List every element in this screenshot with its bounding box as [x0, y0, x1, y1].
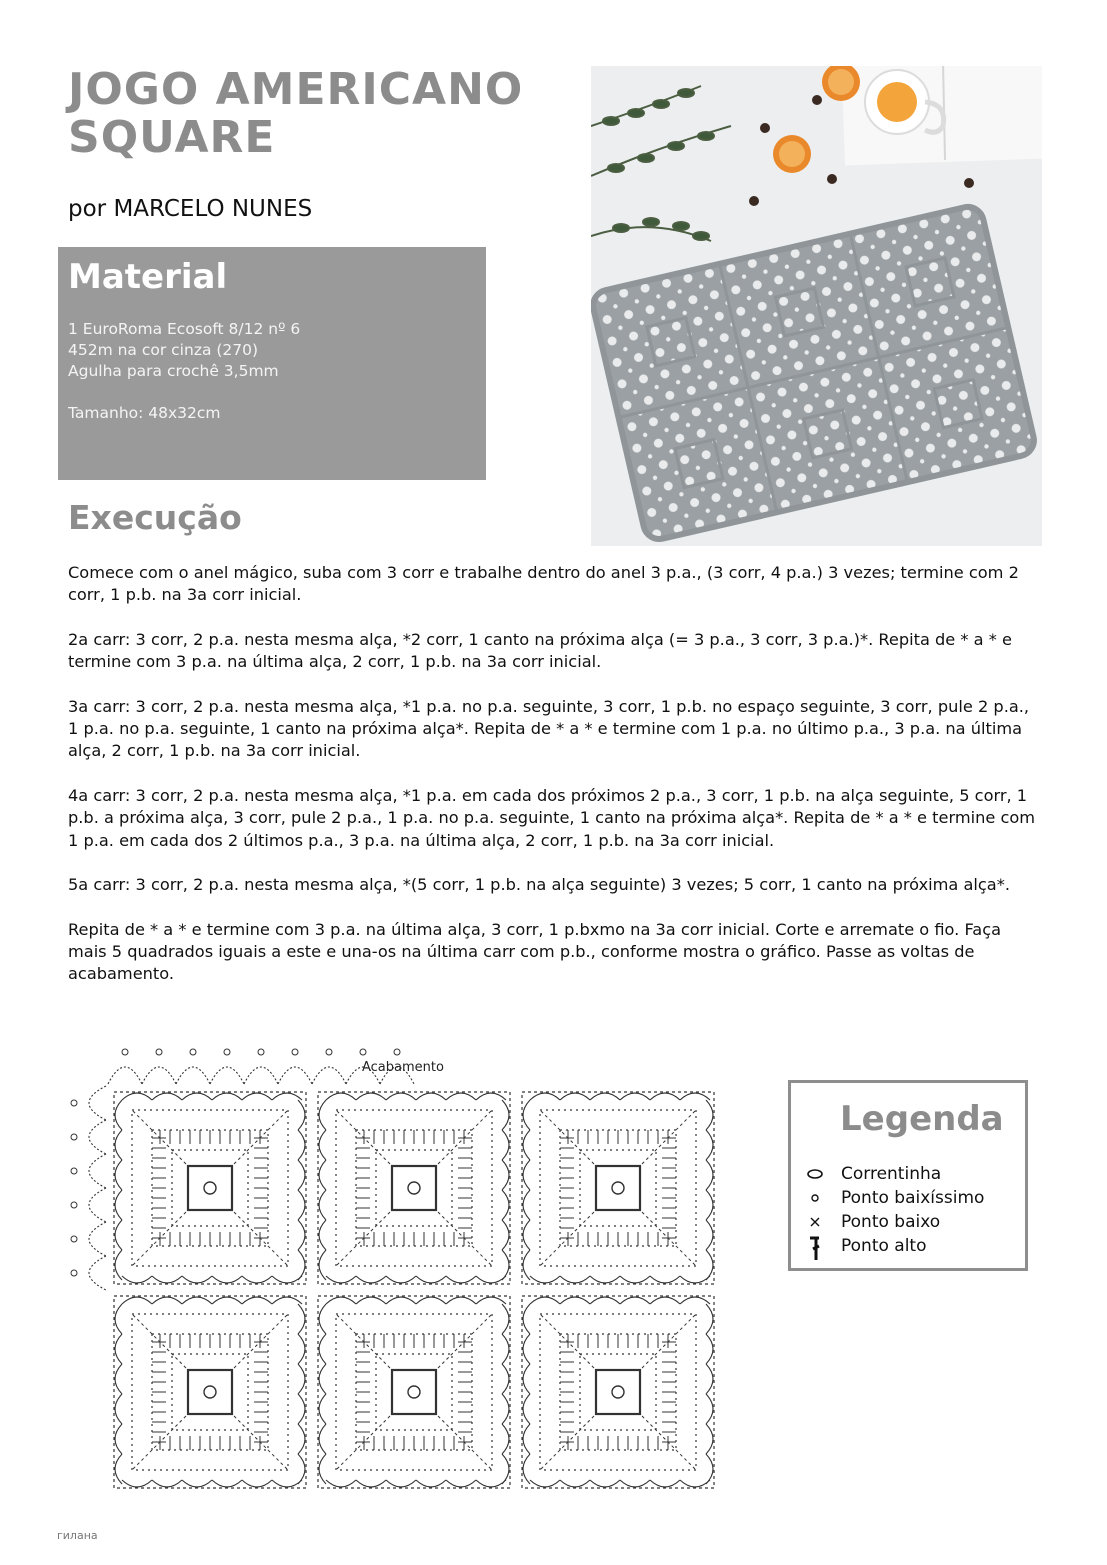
page-title — [68, 66, 523, 162]
material-line: 1 EuroRoma Ecosoft 8/12 nº 6 — [68, 320, 301, 338]
single-crochet-symbol-icon — [805, 1211, 841, 1233]
material-line: Agulha para crochê 3,5mm — [68, 362, 279, 380]
chart-motif — [114, 1296, 306, 1488]
material-box — [58, 247, 486, 480]
instruction-paragraph: 2a carr: 3 corr, 2 p.a. nesta mesma alça, *2 corr, 1 canto na próxima alça (= 3 p.a., 3 corr, 3 p.a.)*. Repita de * a * e termine com 3 p.a. na última alça, 2 corr, 1 p.b. na 3a corr inicial. — [68, 629, 1012, 672]
title-line-1: JOGO AMERICANO — [68, 64, 524, 115]
instruction-paragraph: Repita de * a * e termine com 3 p.a. na última alça, 3 corr, 1 p.bxmo na 3a corr inicial. Corte e arremate o fio. Faça mais 5 quadrados iguais a este e una-os na última carr com p.b., conforme mostra o gráfico. Passe as voltas de acabamento. — [68, 919, 1002, 984]
chart-motif — [114, 1092, 306, 1284]
legend-item-single-crochet — [805, 1211, 940, 1233]
double-crochet-symbol-icon — [805, 1235, 841, 1257]
material-size: Tamanho: 48x32cm — [68, 404, 221, 422]
crochet-chart — [58, 1036, 718, 1502]
legend-label: Ponto baixíssimo — [841, 1188, 985, 1208]
chart-motif — [318, 1092, 510, 1284]
instruction-paragraph: 3a carr: 3 corr, 2 p.a. nesta mesma alça, *1 p.a. no p.a. seguinte, 3 corr, 1 p.b. no espaço seguinte, 3 corr, pule 2 p.a., 1 p.a. no p.a. seguinte, 1 canto na próxima alça*. Repita de * a * e termine com 1 p.a. no último p.a., 3 p.a. na última alça, 2 corr, 1 p.b. na 3a corr inicial. — [68, 696, 1030, 761]
chart-motif — [522, 1092, 714, 1284]
execution-instructions — [68, 562, 1043, 1008]
legend-label: Ponto alto — [841, 1236, 927, 1256]
instruction-paragraph: 5a carr: 3 corr, 2 p.a. nesta mesma alça, *(5 corr, 1 p.b. na alça seguinte) 3 vezes; 5 corr, 1 canto na próxima alça*. — [68, 875, 1010, 895]
material-line: 452m na cor cinza (270) — [68, 341, 259, 359]
chart-motif — [318, 1296, 510, 1488]
legend-item-double-crochet — [805, 1235, 927, 1257]
legend-item-chain — [805, 1163, 941, 1185]
legend-box — [788, 1080, 1028, 1271]
chain-symbol-icon — [805, 1163, 841, 1185]
execution-heading: Execução — [68, 498, 242, 537]
legend-item-slip-stitch — [805, 1187, 984, 1209]
author-credit: por MARCELO NUNES — [68, 196, 313, 222]
product-photo — [591, 66, 1042, 546]
chart-label: Acabamento — [362, 1060, 444, 1075]
material-heading: Material — [68, 257, 228, 297]
legend-heading: Legenda — [840, 1099, 1004, 1139]
legend-label: Ponto baixo — [841, 1212, 941, 1232]
footer-watermark: гилана — [57, 1529, 98, 1542]
legend-label: Correntinha — [841, 1164, 942, 1184]
slip-stitch-symbol-icon — [805, 1187, 841, 1209]
material-list — [68, 319, 300, 424]
chart-motif — [522, 1296, 714, 1488]
instruction-paragraph: 4a carr: 3 corr, 2 p.a. nesta mesma alça, *1 p.a. em cada dos próximos 2 p.a., 3 corr, 1 p.b. na alça seguinte, 5 corr, 1 p.b. a próxima alça, 3 corr, pule 2 p.a., 1 p.a. no p.a. seguinte, 1 canto na próxima alça*. Repita de * a * e termine com 1 p.a. em cada dos 2 últimos p.a., 3 p.a. na última alça, 2 corr, 1 p.b. na 3a corr inicial. — [68, 785, 1036, 850]
chart-border — [71, 1049, 414, 1290]
title-line-2: SQUARE — [68, 112, 276, 163]
instruction-paragraph: Comece com o anel mágico, suba com 3 corr e trabalhe dentro do anel 3 p.a., (3 corr, 4 p.a.) 3 vezes; termine com 2 corr, 1 p.b. na 3a corr inicial. — [68, 563, 1019, 605]
